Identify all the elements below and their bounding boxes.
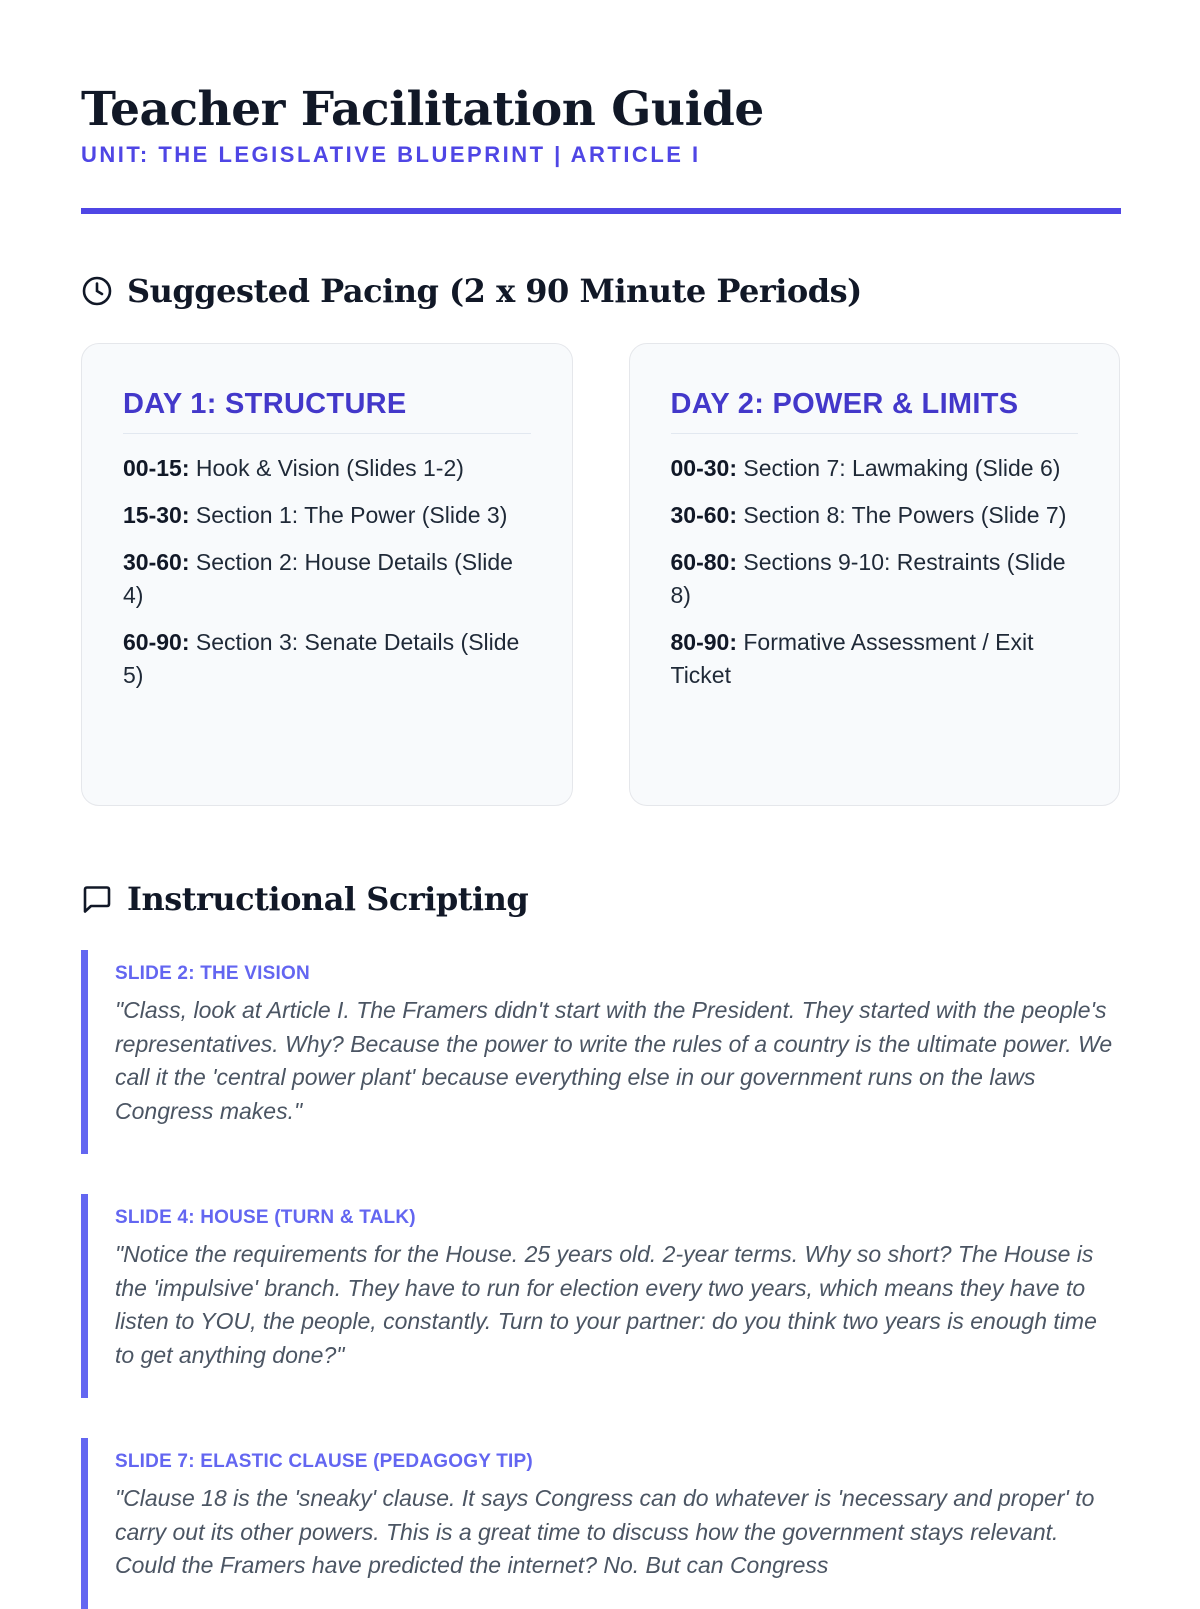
page-subtitle: UNIT: THE LEGISLATIVE BLUEPRINT | ARTICLE I: [81, 142, 701, 167]
script-quote: "Notice the requirements for the House. 25 years old. 2-year terms. Why so short? The House is the 'impulsive' branch. They have to run for election every two years, which means they have to listen to YOU, the people, constantly. Turn to your partner: do you think two years is enough time to get anything done?": [115, 1241, 1097, 1368]
schedule-item: [671, 626, 1079, 692]
pacing-section-header: [81, 272, 1120, 310]
day-1-schedule: [123, 452, 531, 692]
schedule-item: [671, 452, 1079, 485]
schedule-text: Formative Assessment / Exit Ticket: [670, 629, 1034, 688]
scripting-section-header: [81, 880, 1120, 918]
script-label: SLIDE 4: HOUSE (TURN & TALK): [115, 1207, 416, 1228]
schedule-item: [671, 499, 1079, 532]
clock-icon: [81, 275, 113, 307]
script-list: [81, 950, 1120, 1609]
script-label: SLIDE 2: THE VISION: [115, 963, 310, 984]
schedule-time: 30-60:: [670, 502, 737, 528]
pacing-heading: Suggested Pacing (2 x 90 Minute Periods): [127, 272, 862, 310]
script-quote: "Clause 18 is the 'sneaky' clause. It says Congress can do whatever is 'necessary and proper' to carry out its other powers. This is a great time to discuss how the government stays relevant. Could the Framers have predicted the internet? No. But can Congress: [115, 1485, 1095, 1578]
schedule-text: Section 2: House Details (Slide 4): [123, 549, 513, 608]
pacing-cards: [81, 343, 1120, 806]
script-block: [81, 950, 1121, 1154]
day-1-title: DAY 1: STRUCTURE: [123, 388, 531, 434]
schedule-text: Section 1: The Power (Slide 3): [189, 502, 508, 528]
schedule-item: [123, 452, 531, 485]
header-divider: [81, 208, 1121, 214]
schedule-text: Sections 9-10: Restraints (Slide 8): [670, 549, 1066, 608]
script-block: [81, 1438, 1121, 1609]
schedule-text: Section 7: Lawmaking (Slide 6): [736, 455, 1061, 481]
schedule-time: 00-15:: [123, 455, 190, 481]
script-block: [81, 1194, 1121, 1398]
day-1-card: [81, 343, 573, 806]
schedule-time: 30-60:: [123, 549, 190, 575]
schedule-text: Section 3: Senate Details (Slide 5): [123, 629, 520, 688]
day-2-title: DAY 2: POWER & LIMITS: [671, 388, 1079, 434]
scripting-heading: Instructional Scripting: [127, 880, 529, 918]
schedule-time: 00-30:: [670, 455, 737, 481]
schedule-item: [123, 546, 531, 612]
page-title: Teacher Facilitation Guide: [81, 82, 764, 137]
schedule-time: 60-90:: [123, 629, 190, 655]
schedule-text: Hook & Vision (Slides 1-2): [189, 455, 464, 481]
schedule-item: [123, 499, 531, 532]
script-label: SLIDE 7: ELASTIC CLAUSE (PEDAGOGY TIP): [115, 1451, 533, 1472]
chat-bubble-icon: [81, 883, 113, 915]
schedule-time: 15-30:: [123, 502, 190, 528]
day-2-schedule: [671, 452, 1079, 692]
schedule-time: 60-80:: [670, 549, 737, 575]
day-2-card: [629, 343, 1121, 806]
schedule-time: 80-90:: [670, 629, 737, 655]
schedule-text: Section 8: The Powers (Slide 7): [736, 502, 1067, 528]
schedule-item: [671, 546, 1079, 612]
schedule-item: [123, 626, 531, 692]
script-quote: "Class, look at Article I. The Framers didn't start with the President. They started with the people's representatives. Why? Because the power to write the rules of a country is the ultimate power. We call it the 'central power plant' because everything else in our government runs on the laws Congress makes.": [115, 997, 1113, 1124]
